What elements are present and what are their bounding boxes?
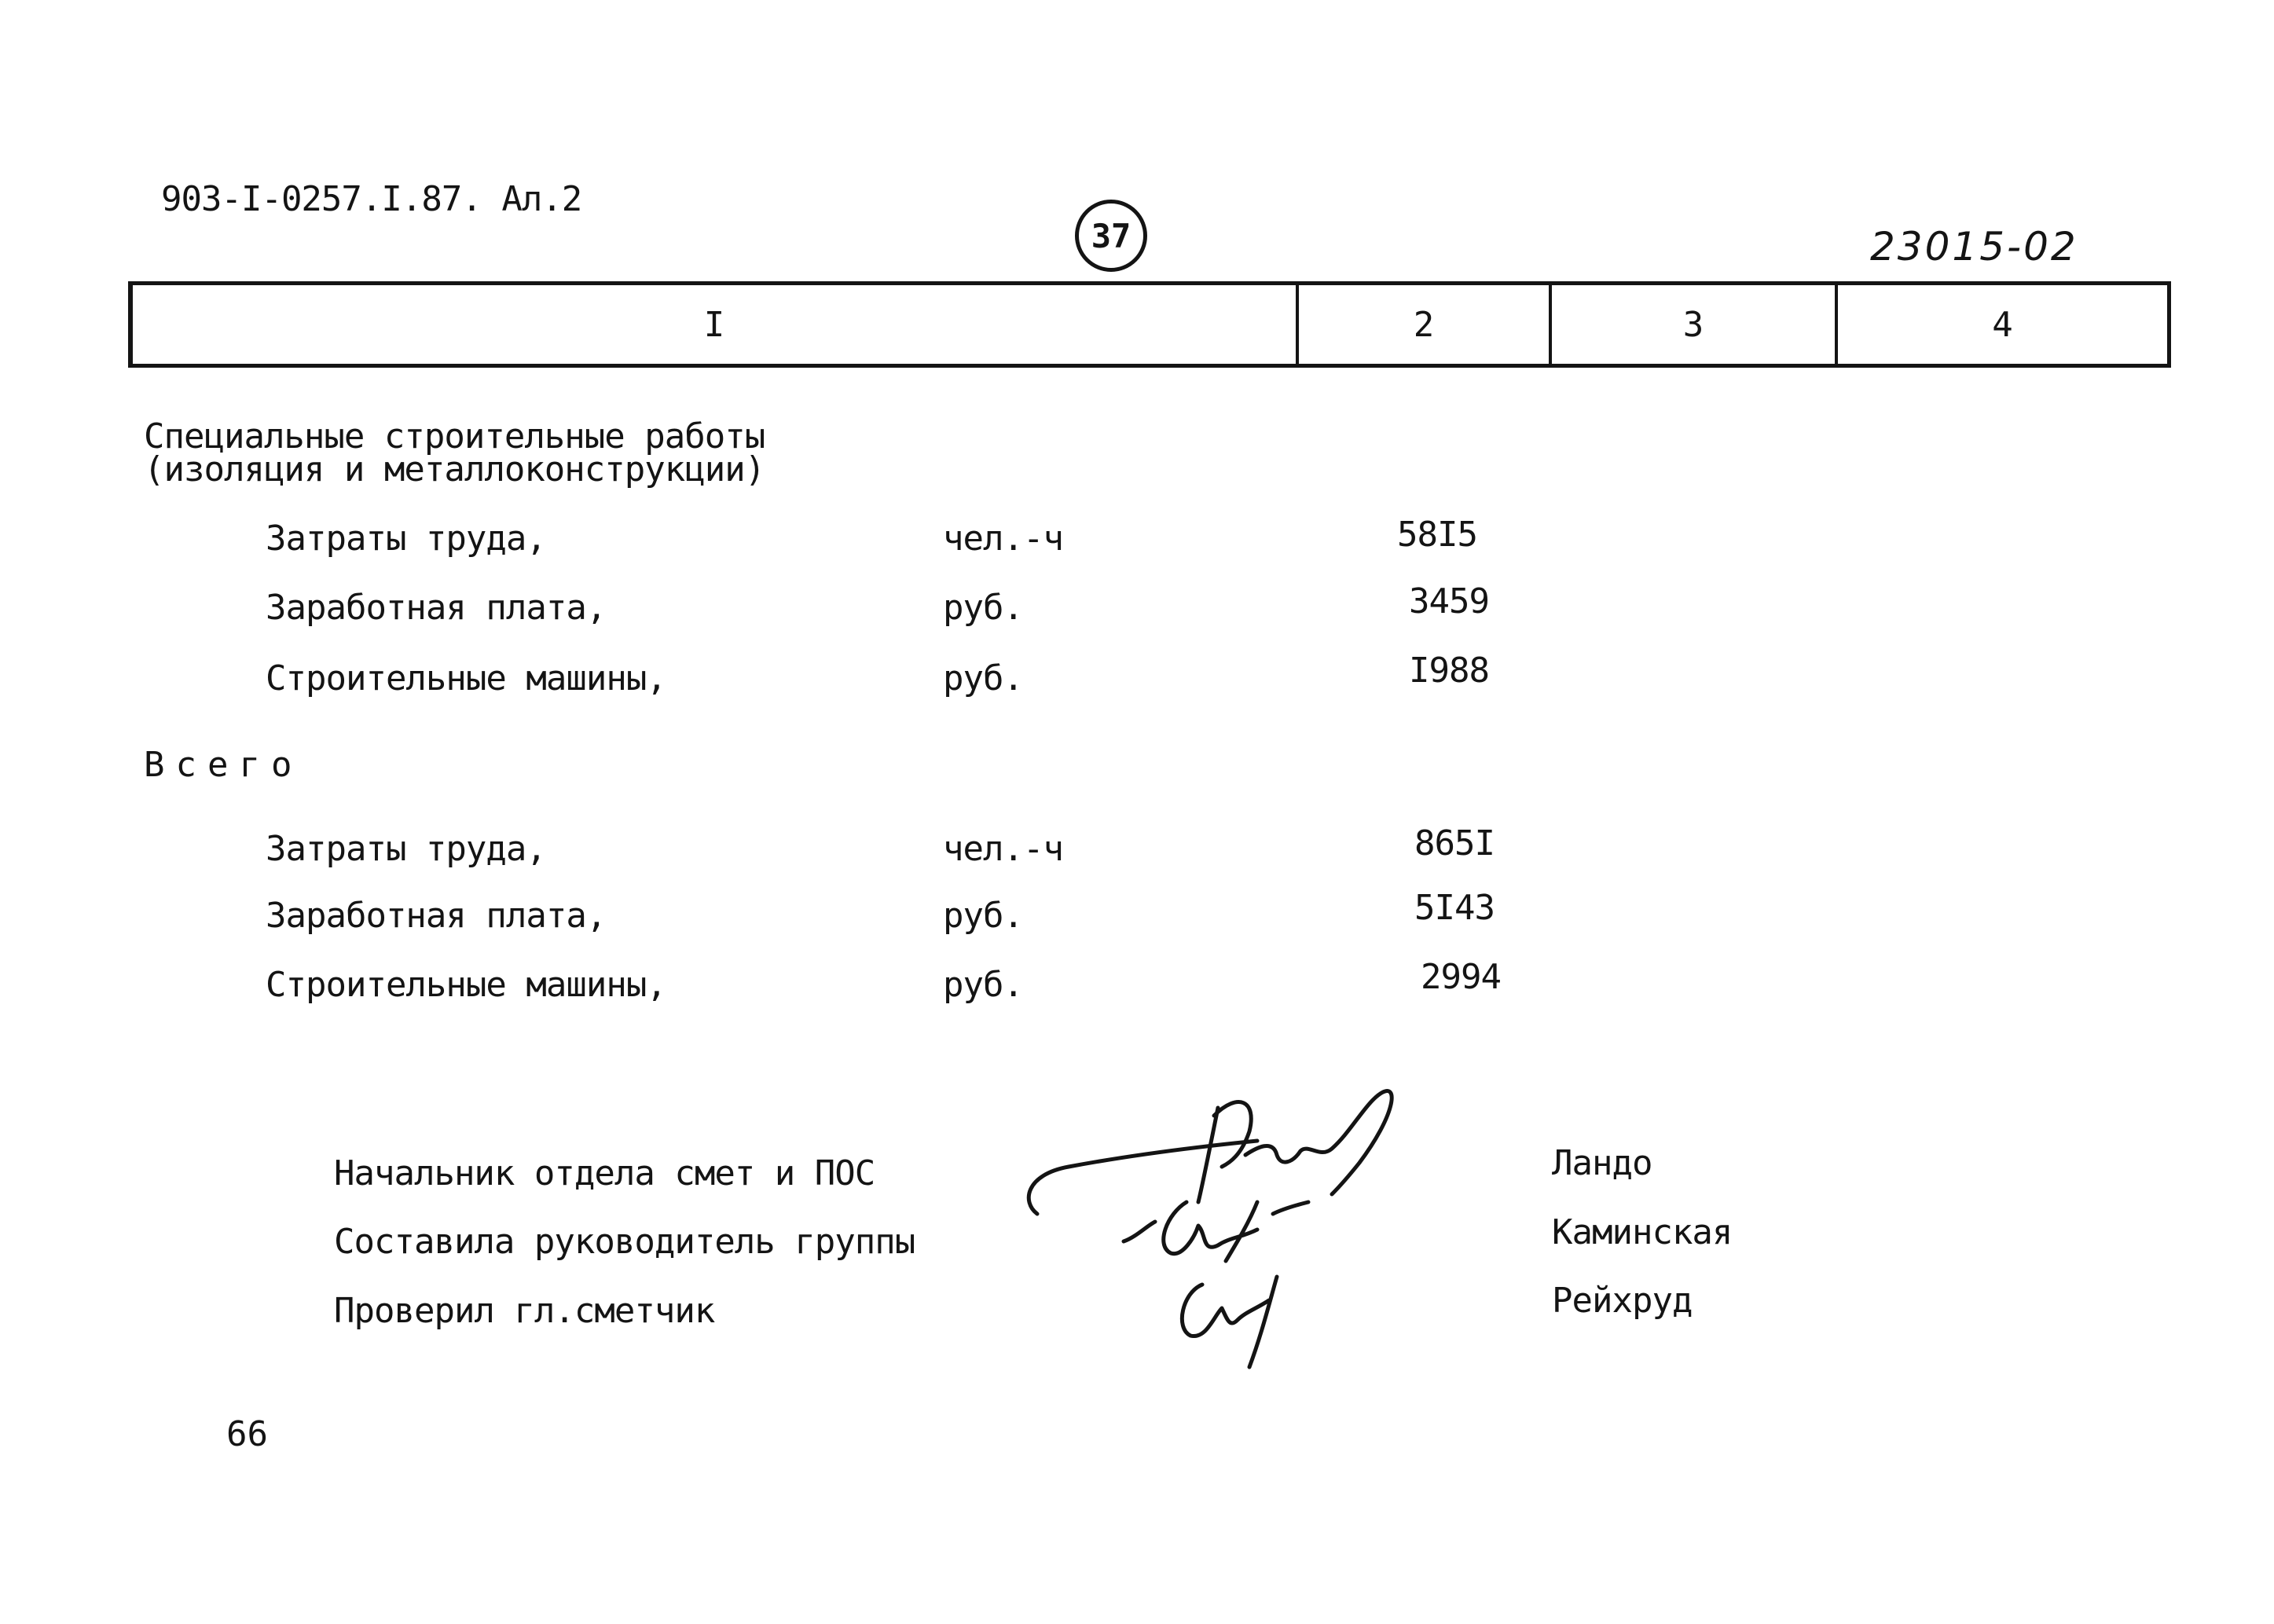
- section-row-label: Затраты труда,: [266, 519, 546, 559]
- section-row-value: 3459: [1409, 581, 1489, 621]
- section-row-unit: чел.-ч: [943, 519, 1063, 559]
- total-row-unit: руб.: [943, 896, 1023, 936]
- section-title-line-2: (изоляция и металлоконструкции): [144, 449, 765, 489]
- column-header-2: 2: [1299, 285, 1552, 364]
- section-row-unit: руб.: [943, 588, 1023, 628]
- total-row-value: 5I43: [1414, 888, 1495, 928]
- page-number-circle: [1075, 200, 1147, 272]
- signature-role: Проверил гл.сметчик: [334, 1291, 715, 1331]
- section-row-value: 58I5: [1397, 515, 1477, 555]
- column-header-3: 3: [1552, 285, 1838, 364]
- signature-stroke: [1182, 1277, 1277, 1367]
- section-title: [144, 416, 765, 489]
- total-row-label: Строительные машины,: [266, 965, 666, 1005]
- section-row-label: Заработная плата,: [266, 588, 607, 628]
- total-row-label: Заработная плата,: [266, 896, 607, 936]
- total-label: Всего: [144, 745, 303, 785]
- signature-role: Составила руководитель группы: [334, 1222, 915, 1262]
- handwritten-signatures: [1021, 1084, 1462, 1383]
- page-number: 66: [226, 1414, 268, 1454]
- column-header-1: I: [133, 285, 1299, 364]
- total-row-unit: руб.: [943, 965, 1023, 1005]
- document-code: 903-I-0257.I.87. Ал.2: [161, 179, 582, 219]
- page-circle-number: 37: [1091, 216, 1131, 255]
- signature-stroke: [1198, 1091, 1392, 1202]
- signature-name: Ландо: [1552, 1143, 1652, 1183]
- section-title-line-1: Специальные строительные работы: [144, 416, 765, 456]
- signature-stroke: [1124, 1202, 1308, 1261]
- table-header: [128, 281, 2171, 368]
- signature-role: Начальник отдела смет и ПОС: [334, 1153, 875, 1193]
- section-row-unit: руб.: [943, 658, 1023, 698]
- total-row-label: Затраты труда,: [266, 829, 546, 869]
- total-row-value: 865I: [1414, 823, 1495, 863]
- total-row-value: 2994: [1421, 957, 1501, 997]
- signature-stroke: [1029, 1141, 1257, 1214]
- section-row-label: Строительные машины,: [266, 658, 666, 698]
- column-header-4: 4: [1992, 304, 2013, 345]
- handwritten-code: 23015-02: [1870, 224, 2078, 269]
- total-row-unit: чел.-ч: [943, 829, 1063, 869]
- signature-name: Рейхруд: [1552, 1281, 1693, 1321]
- section-row-value: I988: [1409, 651, 1489, 691]
- signature-name: Каминская: [1552, 1212, 1733, 1252]
